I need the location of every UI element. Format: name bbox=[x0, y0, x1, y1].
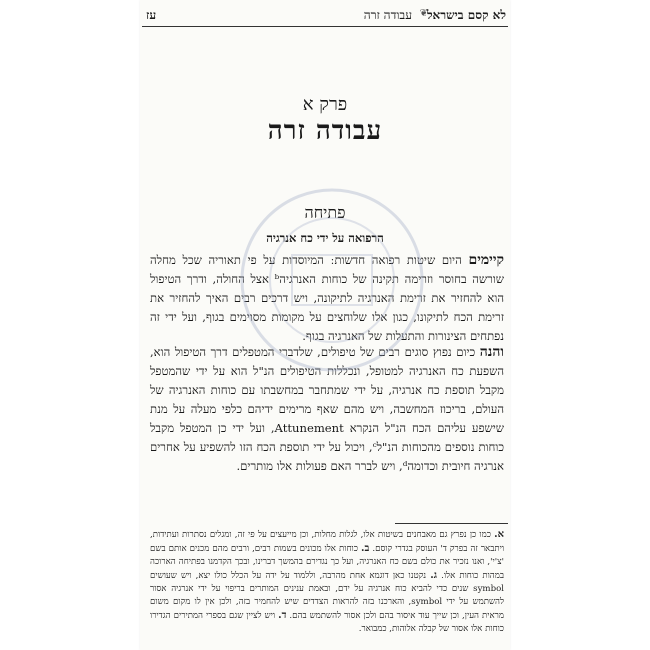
footnote-marker: ד. bbox=[278, 610, 287, 621]
section-title: עבודה זרה bbox=[363, 8, 412, 22]
chapter-title: עבודה זרה bbox=[267, 116, 383, 146]
paragraph-2-text: כיום נפוץ סוגים רבים של טיפולים, שלדברי המטפלים דרך הטיפול הוא, השפעת כח האנרגיה למטופל, ונכללות הטיפולים הנ"ל הוא על ידי שהמטפל מקבל תוספת כח אנרגיה, על ידי שמתחבר במחשבתו עם כוחות האנרגיה של העולם, בריכוז המחשבה, ויש מהם שאף מרימים ידיהם כלפי מעלה על מנת שישפע עליהם הכח הנ"ל הנקרא Attunement, ועל ידי כן המטפל מקבל כוחות נוספים מהכוחות הנ"לᶜ, ויכול על ידי תוספת הכח הזו להשפיע על אחרים אנרגיה חיובית וכדומהᵈ, ויש לברר האם פעולות אלו מותרים. bbox=[150, 345, 504, 473]
intro-heading: פתיחה bbox=[304, 203, 346, 222]
page-number: עז bbox=[146, 8, 157, 22]
footnote-text: נקטנו כאן דוגמא אחת מהרבה, וללמוד על ידה על הכלל כולו יצא, ויש שעושים symbol שנים כדי להביא כוח אנרגיה על ידם, ובאמת ענינים המותרים בריפוי על ידי אנרגיה אסור להשתמש על ידי symbol, והארכנו בזה להראות הצדדים שיש להחמיר בזה, ולכן אין לו מקום משום מראית העין, וכן שייך עוד איסור בהם ולכן אסור להשתמש בהם. bbox=[150, 571, 505, 621]
ornament-icon: ❦ bbox=[419, 8, 428, 19]
paragraph-1 bbox=[150, 251, 504, 346]
paragraph-1-text: היום שיטות רפואה חדשותː המיוסדות על פי תאוריה שכל מחלה שורשה בחוסר וזרימה תקינה של כוחות האנרגיהᵇ אצל החולה, ודרך הטיפול הוא להחזיר את זרימת האנרגיה לתיקונה, ויש דרכים רבים האיך להחזיר את זרימת הכח לתיקונו, כגון אלו שלוחצים על מקומות מסוימים בגוף, ועל ידי זה נפתחים הצינורות והתעלות של האנרגיה בגוף. bbox=[150, 253, 504, 343]
header-divider bbox=[142, 26, 508, 27]
footnote-divider bbox=[395, 523, 508, 524]
intro-subtitle: הרפואה על ידי כח אנרגיה bbox=[266, 231, 384, 245]
paragraph-2-lead: והנה bbox=[479, 344, 504, 360]
chapter-label: פרק א bbox=[302, 94, 348, 115]
footnote-text: כוחות אלו מכונים בשמות רבים, ורבים מהם מכנים אותם בשם 'צ'י', ואנו נזכיר את כולם בשם כח האנרגיה, ועל כך נגדירם בהמשך דברינו, ובכך הקדמנו בפתיחה הארוכה במהות כוחות אלו. bbox=[150, 544, 504, 581]
footnote-text: ויש לציין שגם בספרי המתירים הגדירו כוחות אלו אסור של קבלה אלוהות, כמבואר. bbox=[150, 611, 504, 634]
paragraph-2 bbox=[150, 343, 504, 476]
footnote-marker: א. bbox=[494, 529, 504, 540]
footnote-text: כמו כן נפרץ גם מאבחנים בשיטות אלו, לגלות מחלות, וכן מייעצים על פי זה, ומגלים נסתרות ועתידות, ויתבאר זה בפרק ד' העוסק בגדרי קוסם. bbox=[150, 530, 505, 554]
running-header bbox=[140, 8, 510, 24]
footnotes bbox=[150, 528, 504, 636]
footnote-marker: ב. bbox=[361, 543, 370, 554]
footnote-marker: ג. bbox=[430, 570, 438, 581]
paragraph-1-lead: קיימים bbox=[468, 252, 504, 268]
book-title: לא קסם בישראל bbox=[426, 8, 506, 22]
